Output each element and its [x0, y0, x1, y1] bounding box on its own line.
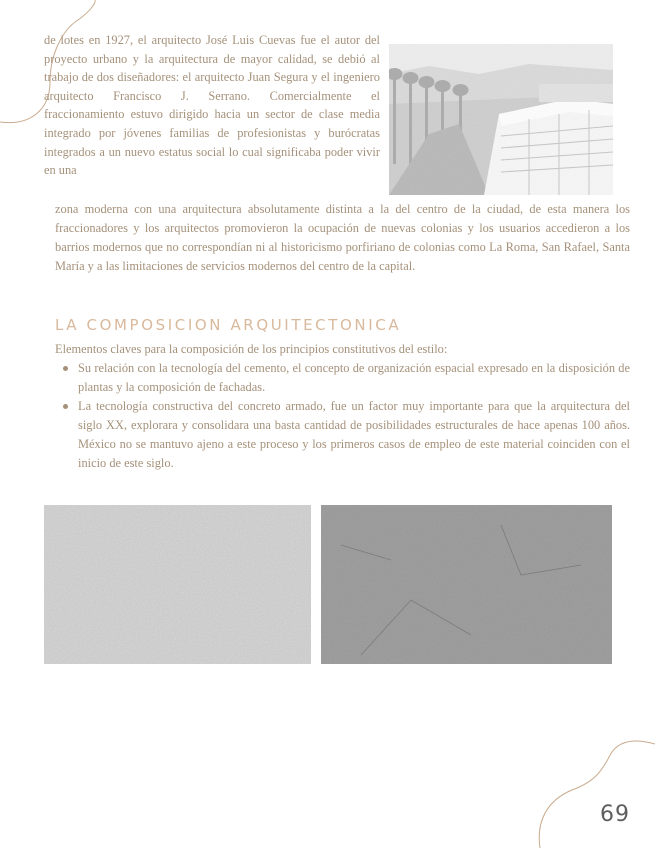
list-item: La tecnología constructiva del concreto armado, fue un factor muy importante para que la arquitectura del siglo XX, explorara y consolidara una basta cantidad de posibilidades estructurales de hace apenas 100 años. México no se mantuvo ajeno a este proceso y los primeros casos de empleo de este material coinciden con el inicio de este siglo. [78, 397, 630, 473]
page-number: 69 [600, 802, 630, 827]
body-paragraph-continued: zona moderna con una arquitectura absolutamente distinta a la del centro de la ciudad, de esta manera los fraccionadores y los arquitectos promovieron la ocupación de nuevas colonias y los usuarios accedieron a los barrios modernos que no correspondían ni al historicismo porfiriano de colonias como La Roma, San Rafael, Santa María y a las limitaciones de servicios modernos del centro de la capital. [55, 202, 630, 273]
body-paragraph-top: de lotes en 1927, el arquitecto José Luis Cuevas fue el autor del proyecto urbano y la arquitectura de mayor calidad, se debió al trabajo de dos diseñadores: el arquitecto Juan Segura y el ingeniero arquitecto Francisco J. Serrano. Comercialmente el fraccionamiento estuvo dirigido hacia un sector de clase media integrado por jóvenes familias de profesionistas y burócratas integrados a un nuevo estatus social lo cual significaba poder vivir en una [44, 33, 380, 178]
building-photo [389, 44, 613, 195]
section-heading: LA COMPOSICION ARQUITECTONICA [55, 316, 402, 334]
section-intro: Elementos claves para la composición de los principios constitutivos del estilo: [55, 342, 448, 356]
list-item: Su relación con la tecnología del cemento, el concepto de organización espacial expresado en la disposición de plantas y la composición de fachadas. [78, 359, 630, 397]
bullet-list [78, 359, 630, 473]
concrete-texture-light [44, 505, 311, 664]
concrete-texture-dark [321, 505, 612, 664]
